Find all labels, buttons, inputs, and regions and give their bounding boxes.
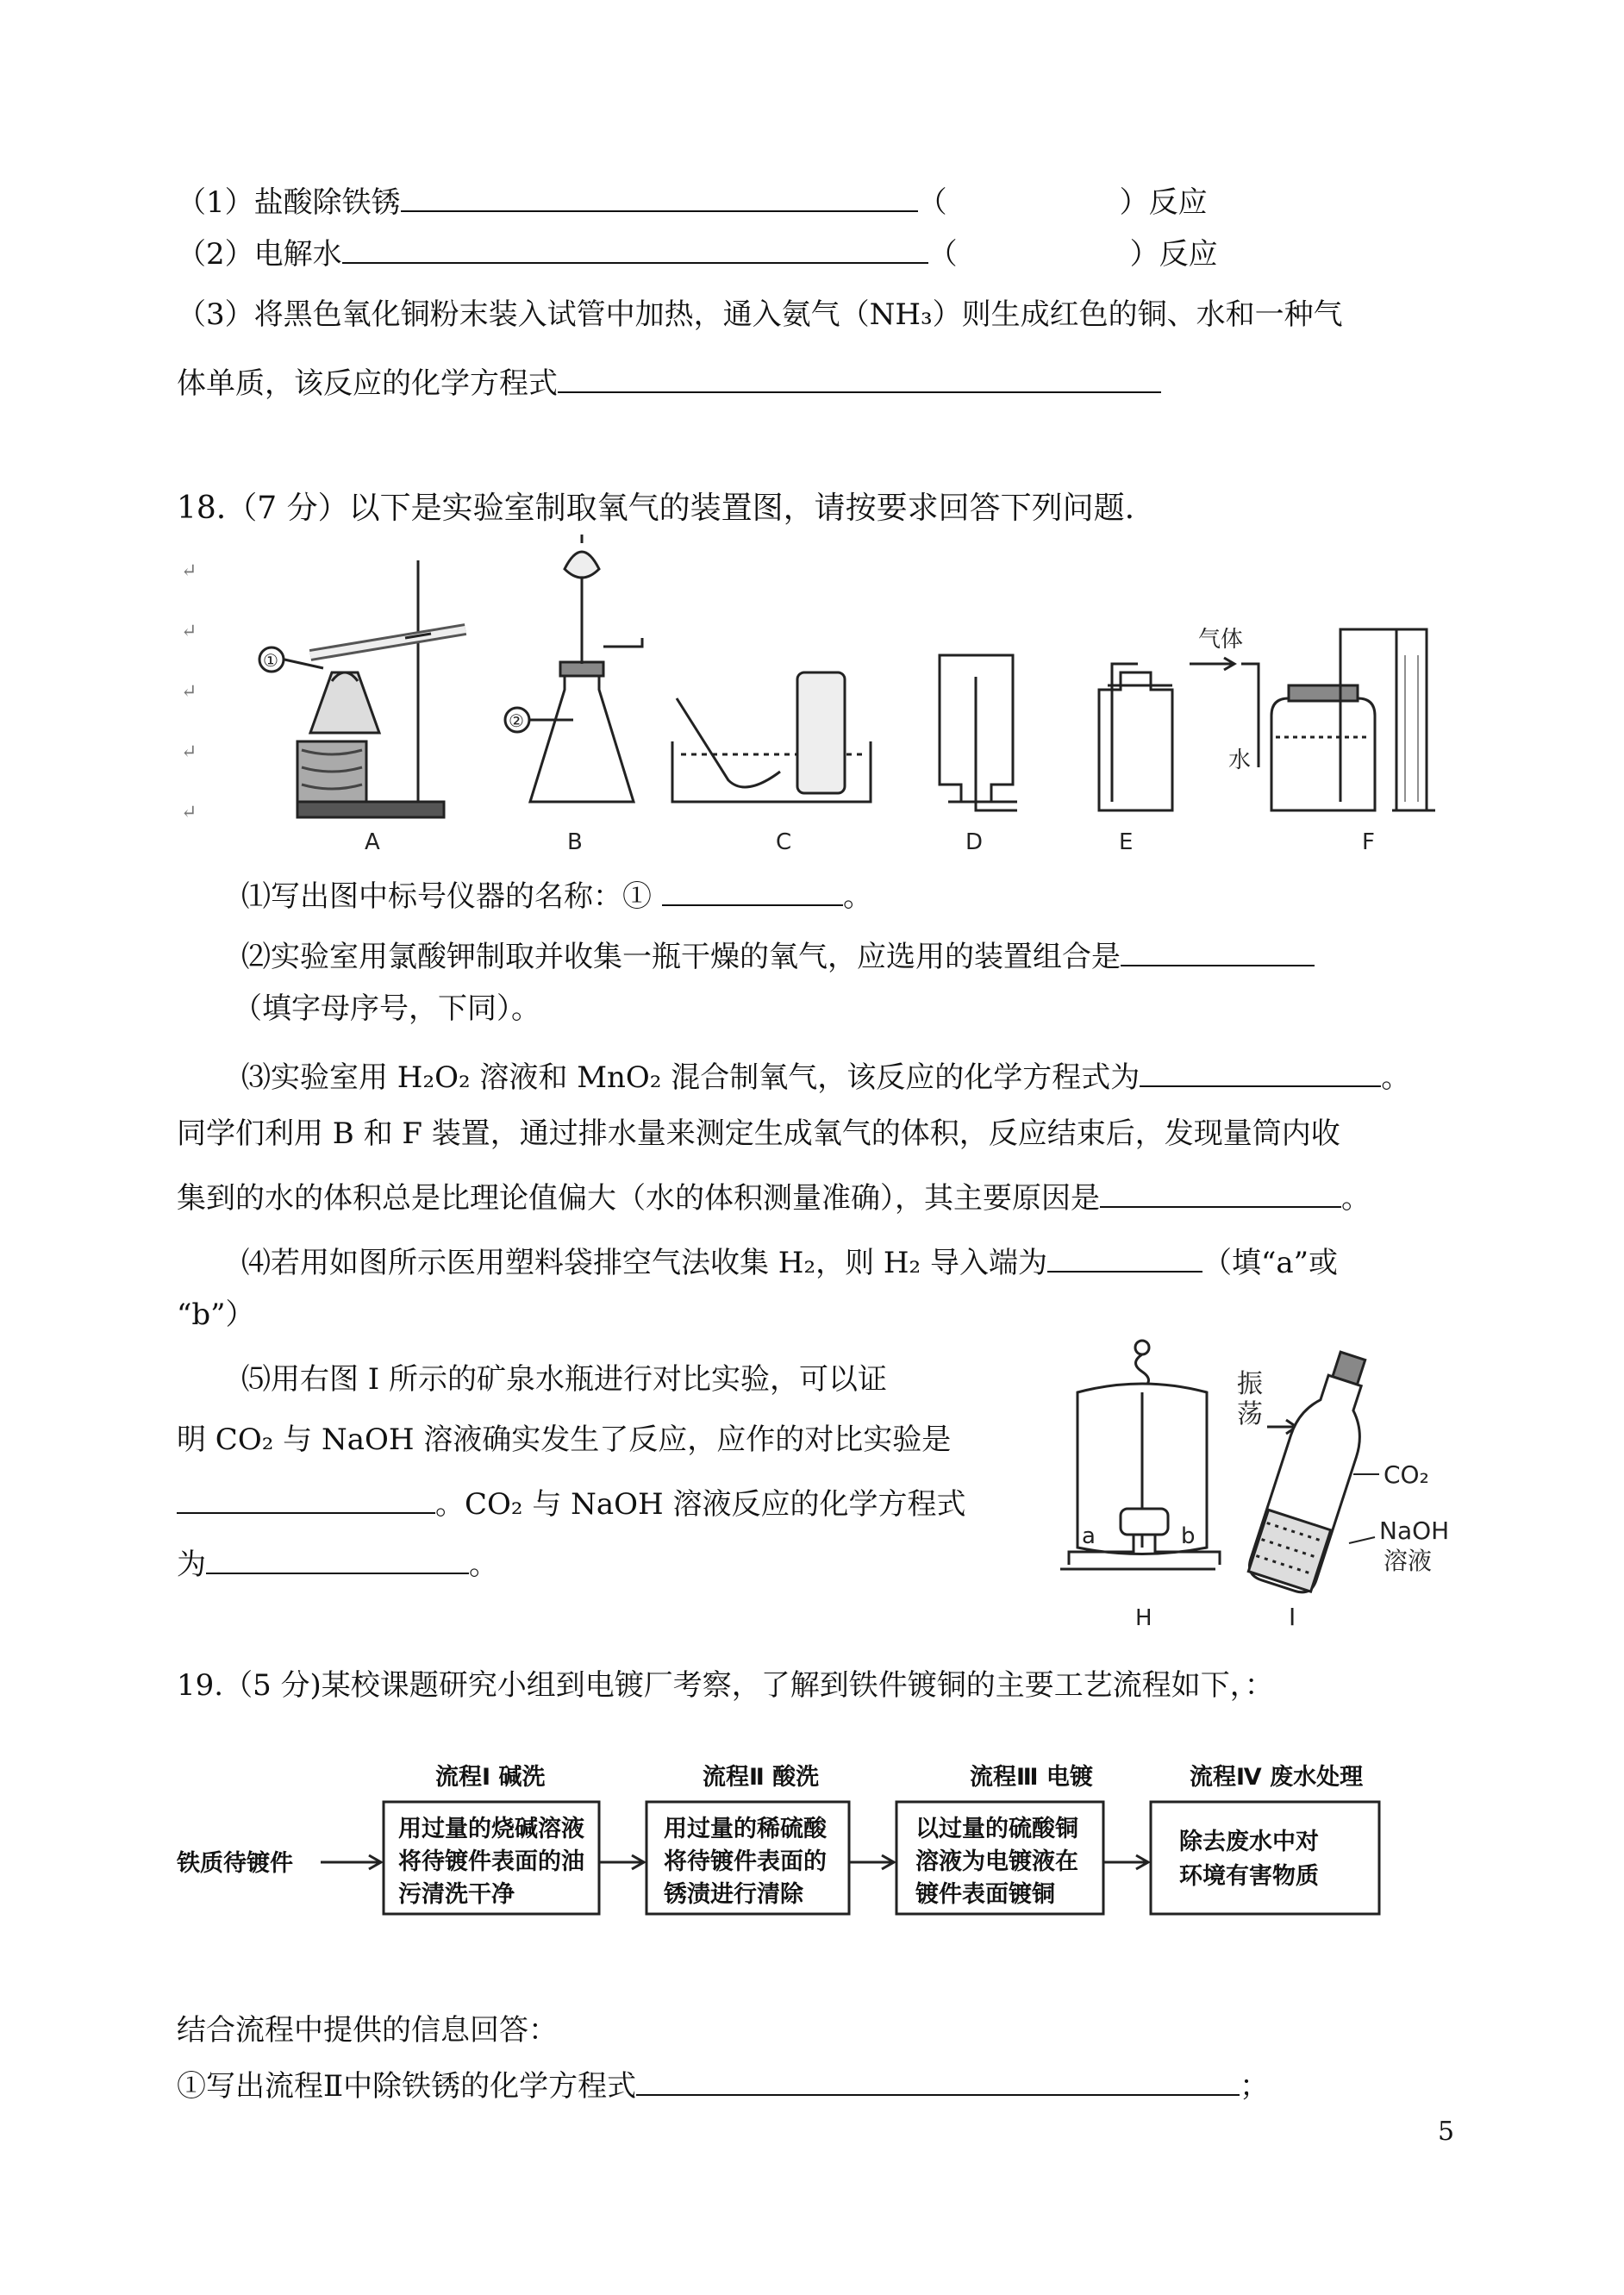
q18-heading: 18.（7 分）以下是实验室制取氧气的装置图，请按要求回答下列问题. bbox=[177, 491, 1135, 526]
q19-flowchart bbox=[172, 1754, 1465, 1927]
q18-apparatus-figure bbox=[0, 517, 1624, 879]
return-mark-1: ↵ bbox=[181, 560, 197, 582]
q18-sub5-line1: ⑸用右图 I 所示的矿泉水瓶进行对比实验，可以证 bbox=[241, 1362, 888, 1397]
flow-step-3-line2: 溶液为电镀液在 bbox=[915, 1848, 1078, 1875]
marker-2: ② bbox=[509, 710, 524, 731]
q18-sub3-line3-text: 集到的水的体积总是比理论值偏大（水的体积测量准确），其主要原因是 bbox=[177, 1181, 1100, 1216]
q17-item3-line1: （3）将黑色氧化铜粉末装入试管中加热，通入氨气（NH₃）则生成红色的铜、水和一种气 bbox=[177, 297, 1343, 332]
flow-step-3 bbox=[896, 1763, 1103, 1914]
fig-i-label: I bbox=[1289, 1603, 1296, 1631]
flow-step-4-line1: 除去废水中对 bbox=[1179, 1829, 1319, 1855]
q17-item1 bbox=[177, 181, 1208, 220]
flow-step-3-title: 流程Ⅲ 电镀 bbox=[970, 1764, 1093, 1791]
figure-h-bag bbox=[1060, 1341, 1220, 1631]
q18-sub3-line2: 同学们利用 B 和 F 装置，通过排水量来测定生成氧气的体积，反应结束后，发现量筒内收 bbox=[177, 1116, 1340, 1151]
apparatus-f bbox=[1190, 627, 1435, 855]
page-number: 5 bbox=[1438, 2117, 1455, 2147]
q17-item1-type-blank[interactable] bbox=[947, 183, 1120, 212]
q17-item1-paren-open: （ bbox=[917, 185, 947, 220]
q18-sub2-line1 bbox=[241, 935, 1315, 974]
q18-sub3-equation-blank[interactable] bbox=[1140, 1056, 1381, 1087]
q18-sub4-blank[interactable] bbox=[1047, 1241, 1202, 1273]
q18-sub5-comparison-blank[interactable] bbox=[177, 1483, 435, 1514]
q19-sub1-blank[interactable] bbox=[636, 2065, 1240, 2096]
q18-sub1-end: 。 bbox=[843, 879, 872, 914]
q18-sub5-line3 bbox=[177, 1483, 966, 1522]
q19-sub1-end: ； bbox=[1240, 2069, 1270, 2104]
q18-sub3-line3 bbox=[177, 1177, 1371, 1216]
flow-step-4 bbox=[1151, 1763, 1379, 1914]
flow-step-1 bbox=[384, 1763, 599, 1914]
q19-heading: 19.（5 分)某校课题研究小组到电镀厂考察，了解到铁件镀铜的主要工艺流程如下，： bbox=[177, 1668, 1274, 1703]
return-mark-5: ↵ bbox=[181, 802, 197, 823]
flow-step-2-line2: 将待镀件表面的 bbox=[664, 1848, 827, 1875]
flow-step-1-line2: 将待镀件表面的油 bbox=[398, 1848, 584, 1875]
q19-sub1-text: ①写出流程Ⅱ中除铁锈的化学方程式 bbox=[177, 2069, 637, 2104]
q18-sub5-line3-text: 。CO₂ 与 NaOH 溶液反应的化学方程式 bbox=[435, 1487, 966, 1522]
q18-sub5-line2: 明 CO₂ 与 NaOH 溶液确实发生了反应，应作的对比实验是 bbox=[177, 1423, 952, 1457]
label-e: E bbox=[1119, 829, 1134, 855]
q17-item1-label: （1）盐酸除铁锈 bbox=[177, 185, 401, 220]
q18-sub3-line3-end: 。 bbox=[1341, 1181, 1371, 1216]
q18-sub5-line4-text: 为 bbox=[177, 1548, 206, 1582]
q17-item2 bbox=[177, 233, 1218, 272]
q18-sub5-line4-end: 。 bbox=[469, 1548, 498, 1582]
q17-item2-paren-open: （ bbox=[928, 237, 958, 272]
flow-step-3-line3: 镀件表面镀铜 bbox=[915, 1881, 1055, 1908]
apparatus-c bbox=[672, 672, 871, 855]
q17-item2-paren-close: ）反应 bbox=[1129, 237, 1218, 272]
apparatus-b bbox=[505, 535, 642, 855]
q18-sub5-equation-blank[interactable] bbox=[206, 1543, 469, 1574]
q19-prompt: 结合流程中提供的信息回答： bbox=[177, 2013, 558, 2048]
apparatus-a bbox=[259, 560, 465, 855]
q18-sub3-line1 bbox=[241, 1056, 1410, 1095]
flow-step-1-title: 流程Ⅰ 碱洗 bbox=[435, 1764, 546, 1791]
q18-sub5-line4 bbox=[177, 1543, 498, 1582]
flow-step-1-line3: 污清洗干净 bbox=[398, 1881, 515, 1908]
q18-sub2-text: ⑵实验室用氯酸钾制取并收集一瓶干燥的氧气，应选用的装置组合是 bbox=[241, 940, 1121, 974]
label-d: D bbox=[965, 829, 984, 855]
q17-item2-answer-blank[interactable] bbox=[342, 233, 928, 264]
label-b: B bbox=[567, 829, 583, 855]
q18-sub2-blank[interactable] bbox=[1121, 935, 1315, 966]
q17-item3-line2 bbox=[177, 362, 1161, 401]
label-a: A bbox=[365, 829, 380, 855]
label-f: F bbox=[1362, 829, 1375, 855]
q18-sub3-reason-blank[interactable] bbox=[1100, 1177, 1341, 1208]
water-label: 水 bbox=[1228, 747, 1252, 773]
fig-naoh: NaOH bbox=[1379, 1516, 1450, 1545]
fig-co2: CO₂ bbox=[1384, 1460, 1429, 1489]
q18-figure-h-i bbox=[1052, 1332, 1500, 1642]
q18-sub4-line2: “b”） bbox=[177, 1298, 255, 1332]
fig-shake-1: 振 bbox=[1237, 1369, 1263, 1399]
q18-sub2-line2: （填字母序号，下同）。 bbox=[233, 991, 540, 1026]
flow-step-2 bbox=[646, 1763, 849, 1914]
flow-step-2-line1: 用过量的稀硫酸 bbox=[664, 1816, 827, 1842]
flow-step-2-title: 流程Ⅱ 酸洗 bbox=[703, 1764, 820, 1791]
fig-shake-2: 荡 bbox=[1237, 1399, 1263, 1429]
fig-h-b: b bbox=[1181, 1523, 1196, 1549]
flow-step-2-line3: 锈渍进行清除 bbox=[664, 1881, 803, 1908]
q19-sub1 bbox=[177, 2065, 1269, 2104]
fig-solution: 溶液 bbox=[1384, 1547, 1433, 1575]
flow-step-1-line1: 用过量的烧碱溶液 bbox=[398, 1816, 584, 1842]
apparatus-d bbox=[940, 655, 1017, 855]
q18-sub4-line1 bbox=[241, 1241, 1338, 1280]
figure-i-bottle bbox=[1237, 1345, 1449, 1631]
q17-item1-answer-blank[interactable] bbox=[401, 181, 918, 212]
q17-item3-answer-blank[interactable] bbox=[558, 362, 1161, 393]
return-mark-3: ↵ bbox=[181, 681, 197, 703]
gas-label: 气体 bbox=[1198, 627, 1244, 653]
q18-sub3-text: ⑶实验室用 H₂O₂ 溶液和 MnO₂ 混合制氧气，该反应的化学方程式为 bbox=[241, 1060, 1140, 1095]
apparatus-e bbox=[1099, 664, 1172, 855]
flow-step-4-title: 流程Ⅳ 废水处理 bbox=[1190, 1764, 1364, 1791]
q18-sub1 bbox=[241, 875, 872, 914]
q18-sub1-blank[interactable] bbox=[662, 875, 843, 906]
q17-item3-label: 体单质，该反应的化学方程式 bbox=[177, 366, 558, 401]
flow-step-4-line2: 环境有害物质 bbox=[1179, 1863, 1319, 1890]
marker-1: ① bbox=[263, 650, 278, 671]
fig-h-label: H bbox=[1135, 1605, 1152, 1631]
q18-sub3-end: 。 bbox=[1381, 1060, 1411, 1095]
q17-item2-type-blank[interactable] bbox=[958, 235, 1130, 264]
q18-sub4-end: （填“a”或 bbox=[1202, 1246, 1339, 1280]
return-mark-4: ↵ bbox=[181, 741, 197, 763]
q18-sub4-text: ⑷若用如图所示医用塑料袋排空气法收集 H₂，则 H₂ 导入端为 bbox=[241, 1246, 1047, 1280]
flow-start-label: 铁质待镀件 bbox=[177, 1850, 293, 1877]
q17-item2-label: （2）电解水 bbox=[177, 237, 342, 272]
return-mark-2: ↵ bbox=[181, 621, 197, 642]
label-c: C bbox=[776, 829, 792, 855]
flow-step-3-line1: 以过量的硫酸铜 bbox=[915, 1816, 1078, 1842]
q17-item1-paren-close: ）反应 bbox=[1119, 185, 1208, 220]
fig-h-a: a bbox=[1082, 1523, 1096, 1549]
q18-sub1-text: ⑴写出图中标号仪器的名称：① bbox=[241, 879, 652, 914]
